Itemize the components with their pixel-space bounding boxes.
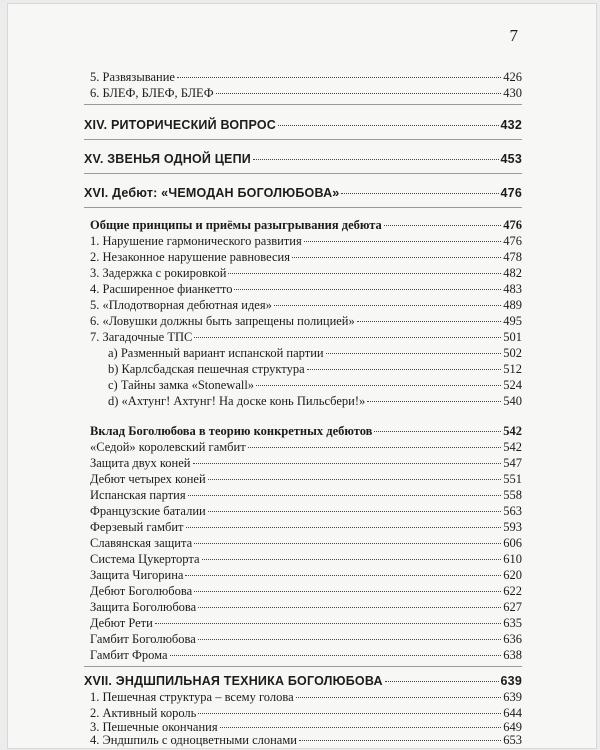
dot-leader — [170, 655, 502, 656]
toc-entry — [90, 568, 522, 583]
toc-entry-page: 551 — [503, 472, 522, 486]
toc-entry-label: c) Тайны замка «Stonewall» — [108, 378, 255, 392]
dot-leader — [374, 431, 501, 432]
dot-leader — [155, 623, 501, 624]
toc-entry — [90, 282, 522, 297]
dot-leader — [326, 353, 502, 354]
toc-entry — [90, 504, 522, 519]
toc-entry — [90, 600, 522, 615]
toc-entry-label: 2. Незаконное нарушение равновесия — [90, 250, 290, 264]
dot-leader — [177, 77, 501, 78]
divider — [84, 104, 522, 105]
toc-entry-label: Гамбит Боголюбова — [90, 632, 196, 646]
toc-entry-page: 620 — [503, 568, 522, 582]
divider — [84, 139, 522, 140]
toc-entry-page: 482 — [503, 266, 522, 280]
toc-entry — [90, 440, 522, 455]
toc-entry-label: 4. Расширенное фианкетто — [90, 282, 233, 296]
dot-leader — [296, 697, 502, 698]
dot-leader — [186, 527, 502, 528]
toc-entry-page: 563 — [503, 504, 522, 518]
toc-entry-page: 502 — [503, 346, 522, 360]
dot-leader — [208, 479, 502, 480]
toc-entry — [90, 330, 522, 345]
toc-entry-page: 558 — [503, 488, 522, 502]
toc-chapter — [84, 186, 522, 201]
toc-entry-page: 495 — [503, 314, 522, 328]
dot-leader — [208, 511, 502, 512]
toc-entry-page: 476 — [503, 234, 522, 248]
toc-entry-label: 1. Пешечная структура – всему голова — [90, 690, 294, 704]
dot-leader — [198, 713, 501, 714]
dot-leader — [256, 385, 501, 386]
toc-entry-label: Испанская партия — [90, 488, 186, 502]
toc-entry-label: Дебют Рети — [90, 616, 153, 630]
toc-entry — [90, 584, 522, 599]
dot-leader — [292, 257, 501, 258]
toc-entry — [90, 648, 522, 663]
dot-leader — [194, 337, 501, 338]
dot-leader — [307, 369, 502, 370]
toc-chapter — [84, 152, 522, 167]
dot-leader — [198, 639, 501, 640]
dot-leader — [193, 463, 502, 464]
toc-entry-page: 644 — [503, 706, 522, 720]
toc-entry — [108, 378, 522, 393]
dot-leader — [299, 740, 501, 741]
divider — [84, 207, 522, 208]
toc-entry-page: 512 — [503, 362, 522, 376]
toc-chapter-label: XVII. ЭНДШПИЛЬНАЯ ТЕХНИКА БОГОЛЮБОВА — [84, 674, 383, 688]
toc-entry — [108, 362, 522, 377]
toc-entry — [90, 234, 522, 249]
toc-entry-page: 426 — [503, 70, 522, 84]
dot-leader — [385, 681, 499, 682]
toc-entry-page: 430 — [503, 86, 522, 100]
toc-entry-label: Дебют Боголюбова — [90, 584, 193, 598]
toc-section-label: Вклад Боголюбова в теорию конкретных дебютов — [90, 424, 373, 438]
toc-entry-page: 540 — [503, 394, 522, 408]
toc-entry-label: Защита Боголюбова — [90, 600, 197, 614]
toc-entry-page: 489 — [503, 298, 522, 312]
toc-entry-page: 524 — [503, 378, 522, 392]
dot-leader — [228, 273, 501, 274]
dot-leader — [278, 125, 499, 126]
toc-chapter-page: 639 — [500, 674, 522, 688]
dot-leader — [188, 495, 502, 496]
toc-entry-label: 5. Развязывание — [90, 70, 175, 84]
toc-entry-label: d) «Ахтунг! Ахтунг! На доске конь Пильсбери!» — [108, 394, 366, 408]
toc-entry-label: Французские баталии — [90, 504, 206, 518]
toc-entry — [90, 706, 522, 721]
dot-leader — [216, 93, 502, 94]
toc-entry-label: Защита двух коней — [90, 456, 191, 470]
toc-entry — [90, 250, 522, 265]
toc-chapter — [84, 674, 522, 689]
toc-entry-label: a) Разменный вариант испанской партии — [108, 346, 324, 360]
dot-leader — [220, 727, 502, 728]
dot-leader — [194, 543, 501, 544]
toc-entry-label: Ферзевый гамбит — [90, 520, 184, 534]
dot-leader — [304, 241, 502, 242]
dot-leader — [384, 225, 501, 226]
toc-entry-label: 1. Нарушение гармонического развития — [90, 234, 302, 248]
toc-entry-page: 610 — [503, 552, 522, 566]
toc-entry-page: 483 — [503, 282, 522, 296]
toc-entry-label: 4. Эндшпиль с одноцветными слонами — [90, 733, 297, 747]
dot-leader — [274, 305, 501, 306]
toc-entry-page: 622 — [503, 584, 522, 598]
toc-entry-page: 649 — [503, 720, 522, 734]
dot-leader — [198, 607, 501, 608]
dot-leader — [248, 447, 502, 448]
toc-chapter-label: XIV. РИТОРИЧЕСКИЙ ВОПРОС — [84, 118, 277, 132]
dot-leader — [194, 591, 501, 592]
toc-entry-label: Система Цукерторта — [90, 552, 200, 566]
toc-entry-page: 653 — [503, 733, 522, 747]
toc-entry-page: 478 — [503, 250, 522, 264]
toc-entry-page: 542 — [503, 440, 522, 454]
toc-entry-page: 635 — [503, 616, 522, 630]
toc-entry-label: 2. Активный король — [90, 706, 197, 720]
dot-leader — [367, 401, 501, 402]
toc-chapter — [84, 118, 522, 133]
divider — [84, 666, 522, 667]
toc-entry-label: 6. БЛЕФ, БЛЕФ, БЛЕФ — [90, 86, 214, 100]
toc-chapter-page: 453 — [500, 152, 522, 166]
toc-entry-page: 639 — [503, 690, 522, 704]
toc-chapter-page: 432 — [500, 118, 522, 132]
toc-entry — [90, 70, 522, 85]
toc-entry-label: Дебют четырех коней — [90, 472, 206, 486]
toc-entry-label: 7. Загадочные ТПС — [90, 330, 193, 344]
toc-entry — [90, 488, 522, 503]
toc-entry-page: 636 — [503, 632, 522, 646]
toc-entry — [108, 346, 522, 361]
toc-section — [90, 424, 522, 439]
toc-entry-label: Гамбит Фрома — [90, 648, 168, 662]
toc-section-page: 476 — [503, 218, 522, 232]
toc-entry — [90, 733, 522, 748]
toc-entry-label: Защита Чигорина — [90, 568, 184, 582]
toc-entry-page: 627 — [503, 600, 522, 614]
dot-leader — [341, 193, 498, 194]
toc-section — [90, 218, 522, 233]
toc-entry — [90, 86, 522, 101]
toc-section-page: 542 — [503, 424, 522, 438]
toc-entry-label: 3. Задержка с рокировкой — [90, 266, 227, 280]
table-of-contents — [8, 4, 596, 748]
toc-entry — [90, 314, 522, 329]
toc-entry-label: Славянская защита — [90, 536, 193, 550]
toc-entry-label: 3. Пешечные окончания — [90, 720, 218, 734]
dot-leader — [202, 559, 502, 560]
toc-entry-page: 593 — [503, 520, 522, 534]
dot-leader — [234, 289, 501, 290]
dot-leader — [357, 321, 502, 322]
toc-entry — [90, 690, 522, 705]
toc-section-label: Общие принципы и приёмы разыгрывания дебюта — [90, 218, 382, 232]
toc-entry — [90, 472, 522, 487]
toc-entry — [90, 552, 522, 567]
toc-entry-label: «Седой» королевский гамбит — [90, 440, 246, 454]
page-number: 7 — [509, 26, 518, 45]
dot-leader — [185, 575, 501, 576]
toc-entry-page: 547 — [503, 456, 522, 470]
toc-entry — [90, 520, 522, 535]
toc-entry — [90, 536, 522, 551]
toc-entry — [90, 298, 522, 313]
toc-chapter-label: XV. ЗВЕНЬЯ ОДНОЙ ЦЕПИ — [84, 152, 251, 166]
toc-entry — [90, 616, 522, 631]
toc-chapter-label: XVI. Дебют: «ЧЕМОДАН БОГОЛЮБОВА» — [84, 186, 340, 200]
toc-entry-label: b) Карлсбадская пешечная структура — [108, 362, 305, 376]
toc-entry-page: 638 — [503, 648, 522, 662]
toc-entry-page: 501 — [503, 330, 522, 344]
book-page — [8, 4, 596, 748]
toc-entry-label: 5. «Плодотворная дебютная идея» — [90, 298, 272, 312]
toc-entry — [90, 266, 522, 281]
toc-entry-page: 606 — [503, 536, 522, 550]
toc-entry-label: 6. «Ловушки должны быть запрещены полицией» — [90, 314, 355, 328]
toc-entry — [90, 456, 522, 471]
dot-leader — [253, 159, 499, 160]
toc-chapter-page: 476 — [500, 186, 522, 200]
toc-entry — [90, 632, 522, 647]
divider — [84, 173, 522, 174]
toc-entry — [108, 394, 522, 409]
